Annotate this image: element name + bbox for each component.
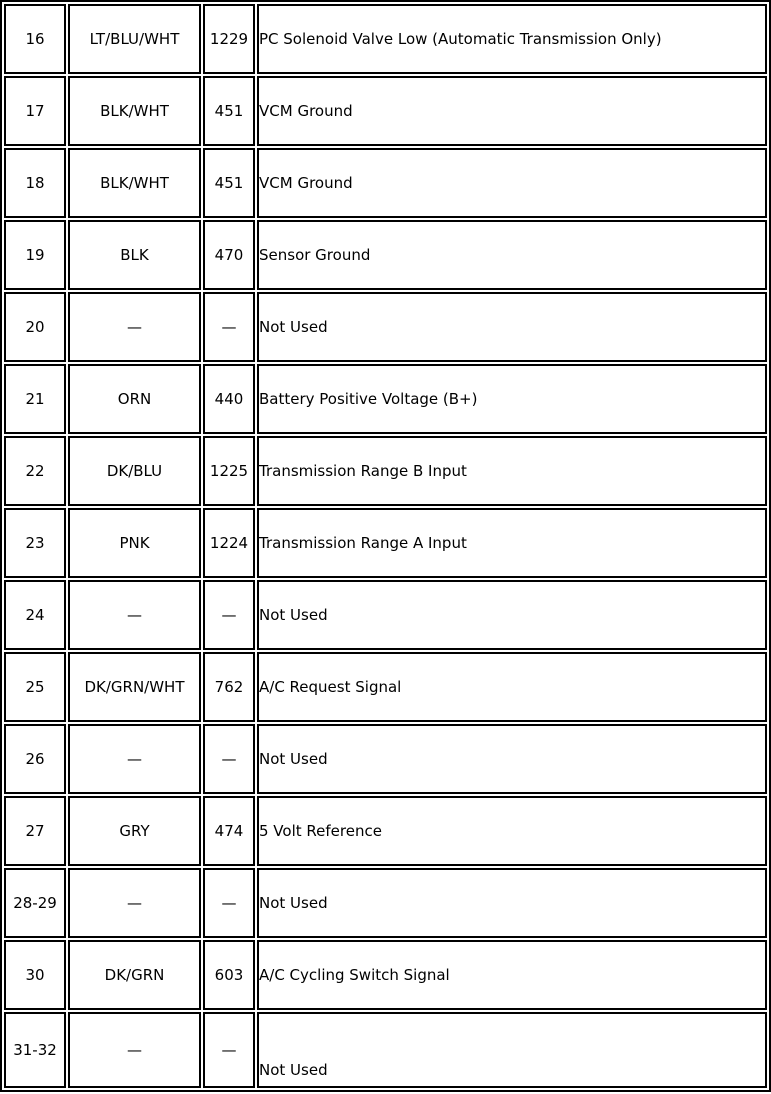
pin-number-cell: 26 [4, 724, 66, 794]
pinout-table-body [4, 4, 767, 1088]
table-row [4, 292, 767, 362]
table-row [4, 76, 767, 146]
table-row [4, 4, 767, 74]
circuit-number-cell: 474 [203, 796, 255, 866]
table-row [4, 220, 767, 290]
function-cell: Transmission Range A Input [257, 508, 767, 578]
circuit-number-cell: 451 [203, 148, 255, 218]
table-row [4, 1012, 767, 1088]
wire-color-cell: DK/BLU [68, 436, 201, 506]
table-row [4, 724, 767, 794]
pin-number-cell: 19 [4, 220, 66, 290]
pin-number-cell: 28-29 [4, 868, 66, 938]
circuit-number-cell: — [203, 580, 255, 650]
circuit-number-cell: 603 [203, 940, 255, 1010]
table-row [4, 148, 767, 218]
function-cell: 5 Volt Reference [257, 796, 767, 866]
table-row [4, 436, 767, 506]
wire-color-cell: BLK/WHT [68, 76, 201, 146]
pin-number-cell: 20 [4, 292, 66, 362]
pin-number-cell: 22 [4, 436, 66, 506]
circuit-number-cell: 451 [203, 76, 255, 146]
pin-number-cell: 23 [4, 508, 66, 578]
function-cell: Battery Positive Voltage (B+) [257, 364, 767, 434]
pin-number-cell: 27 [4, 796, 66, 866]
function-cell: Sensor Ground [257, 220, 767, 290]
function-cell: Transmission Range B Input [257, 436, 767, 506]
wire-color-cell: — [68, 580, 201, 650]
table-row [4, 868, 767, 938]
circuit-number-cell: — [203, 1012, 255, 1088]
function-cell: Not Used [257, 724, 767, 794]
function-cell: VCM Ground [257, 148, 767, 218]
wire-color-cell: BLK [68, 220, 201, 290]
function-cell: Not Used [257, 1012, 767, 1088]
pin-number-cell: 16 [4, 4, 66, 74]
function-cell: Not Used [257, 292, 767, 362]
table-row [4, 364, 767, 434]
wire-color-cell: — [68, 868, 201, 938]
pin-number-cell: 18 [4, 148, 66, 218]
circuit-number-cell: 1225 [203, 436, 255, 506]
wire-color-cell: LT/BLU/WHT [68, 4, 201, 74]
circuit-number-cell: 1229 [203, 4, 255, 74]
table-row [4, 652, 767, 722]
wire-color-cell: DK/GRN [68, 940, 201, 1010]
wire-color-cell: — [68, 1012, 201, 1088]
table-row [4, 940, 767, 1010]
wire-color-cell: — [68, 724, 201, 794]
circuit-number-cell: 1224 [203, 508, 255, 578]
circuit-number-cell: — [203, 724, 255, 794]
function-cell: A/C Cycling Switch Signal [257, 940, 767, 1010]
pin-number-cell: 25 [4, 652, 66, 722]
wire-color-cell: — [68, 292, 201, 362]
table-row [4, 508, 767, 578]
circuit-number-cell: 762 [203, 652, 255, 722]
table-row [4, 796, 767, 866]
circuit-number-cell: 440 [203, 364, 255, 434]
wire-color-cell: ORN [68, 364, 201, 434]
table-row [4, 580, 767, 650]
pin-number-cell: 31-32 [4, 1012, 66, 1088]
function-cell: PC Solenoid Valve Low (Automatic Transmission Only) [257, 4, 767, 74]
circuit-number-cell: — [203, 292, 255, 362]
function-cell: A/C Request Signal [257, 652, 767, 722]
circuit-number-cell: 470 [203, 220, 255, 290]
function-cell: Not Used [257, 580, 767, 650]
wire-color-cell: BLK/WHT [68, 148, 201, 218]
wire-color-cell: PNK [68, 508, 201, 578]
function-cell: Not Used [257, 868, 767, 938]
pin-number-cell: 30 [4, 940, 66, 1010]
function-cell: VCM Ground [257, 76, 767, 146]
pin-number-cell: 24 [4, 580, 66, 650]
pin-number-cell: 21 [4, 364, 66, 434]
wire-color-cell: GRY [68, 796, 201, 866]
wire-color-cell: DK/GRN/WHT [68, 652, 201, 722]
circuit-number-cell: — [203, 868, 255, 938]
pin-number-cell: 17 [4, 76, 66, 146]
